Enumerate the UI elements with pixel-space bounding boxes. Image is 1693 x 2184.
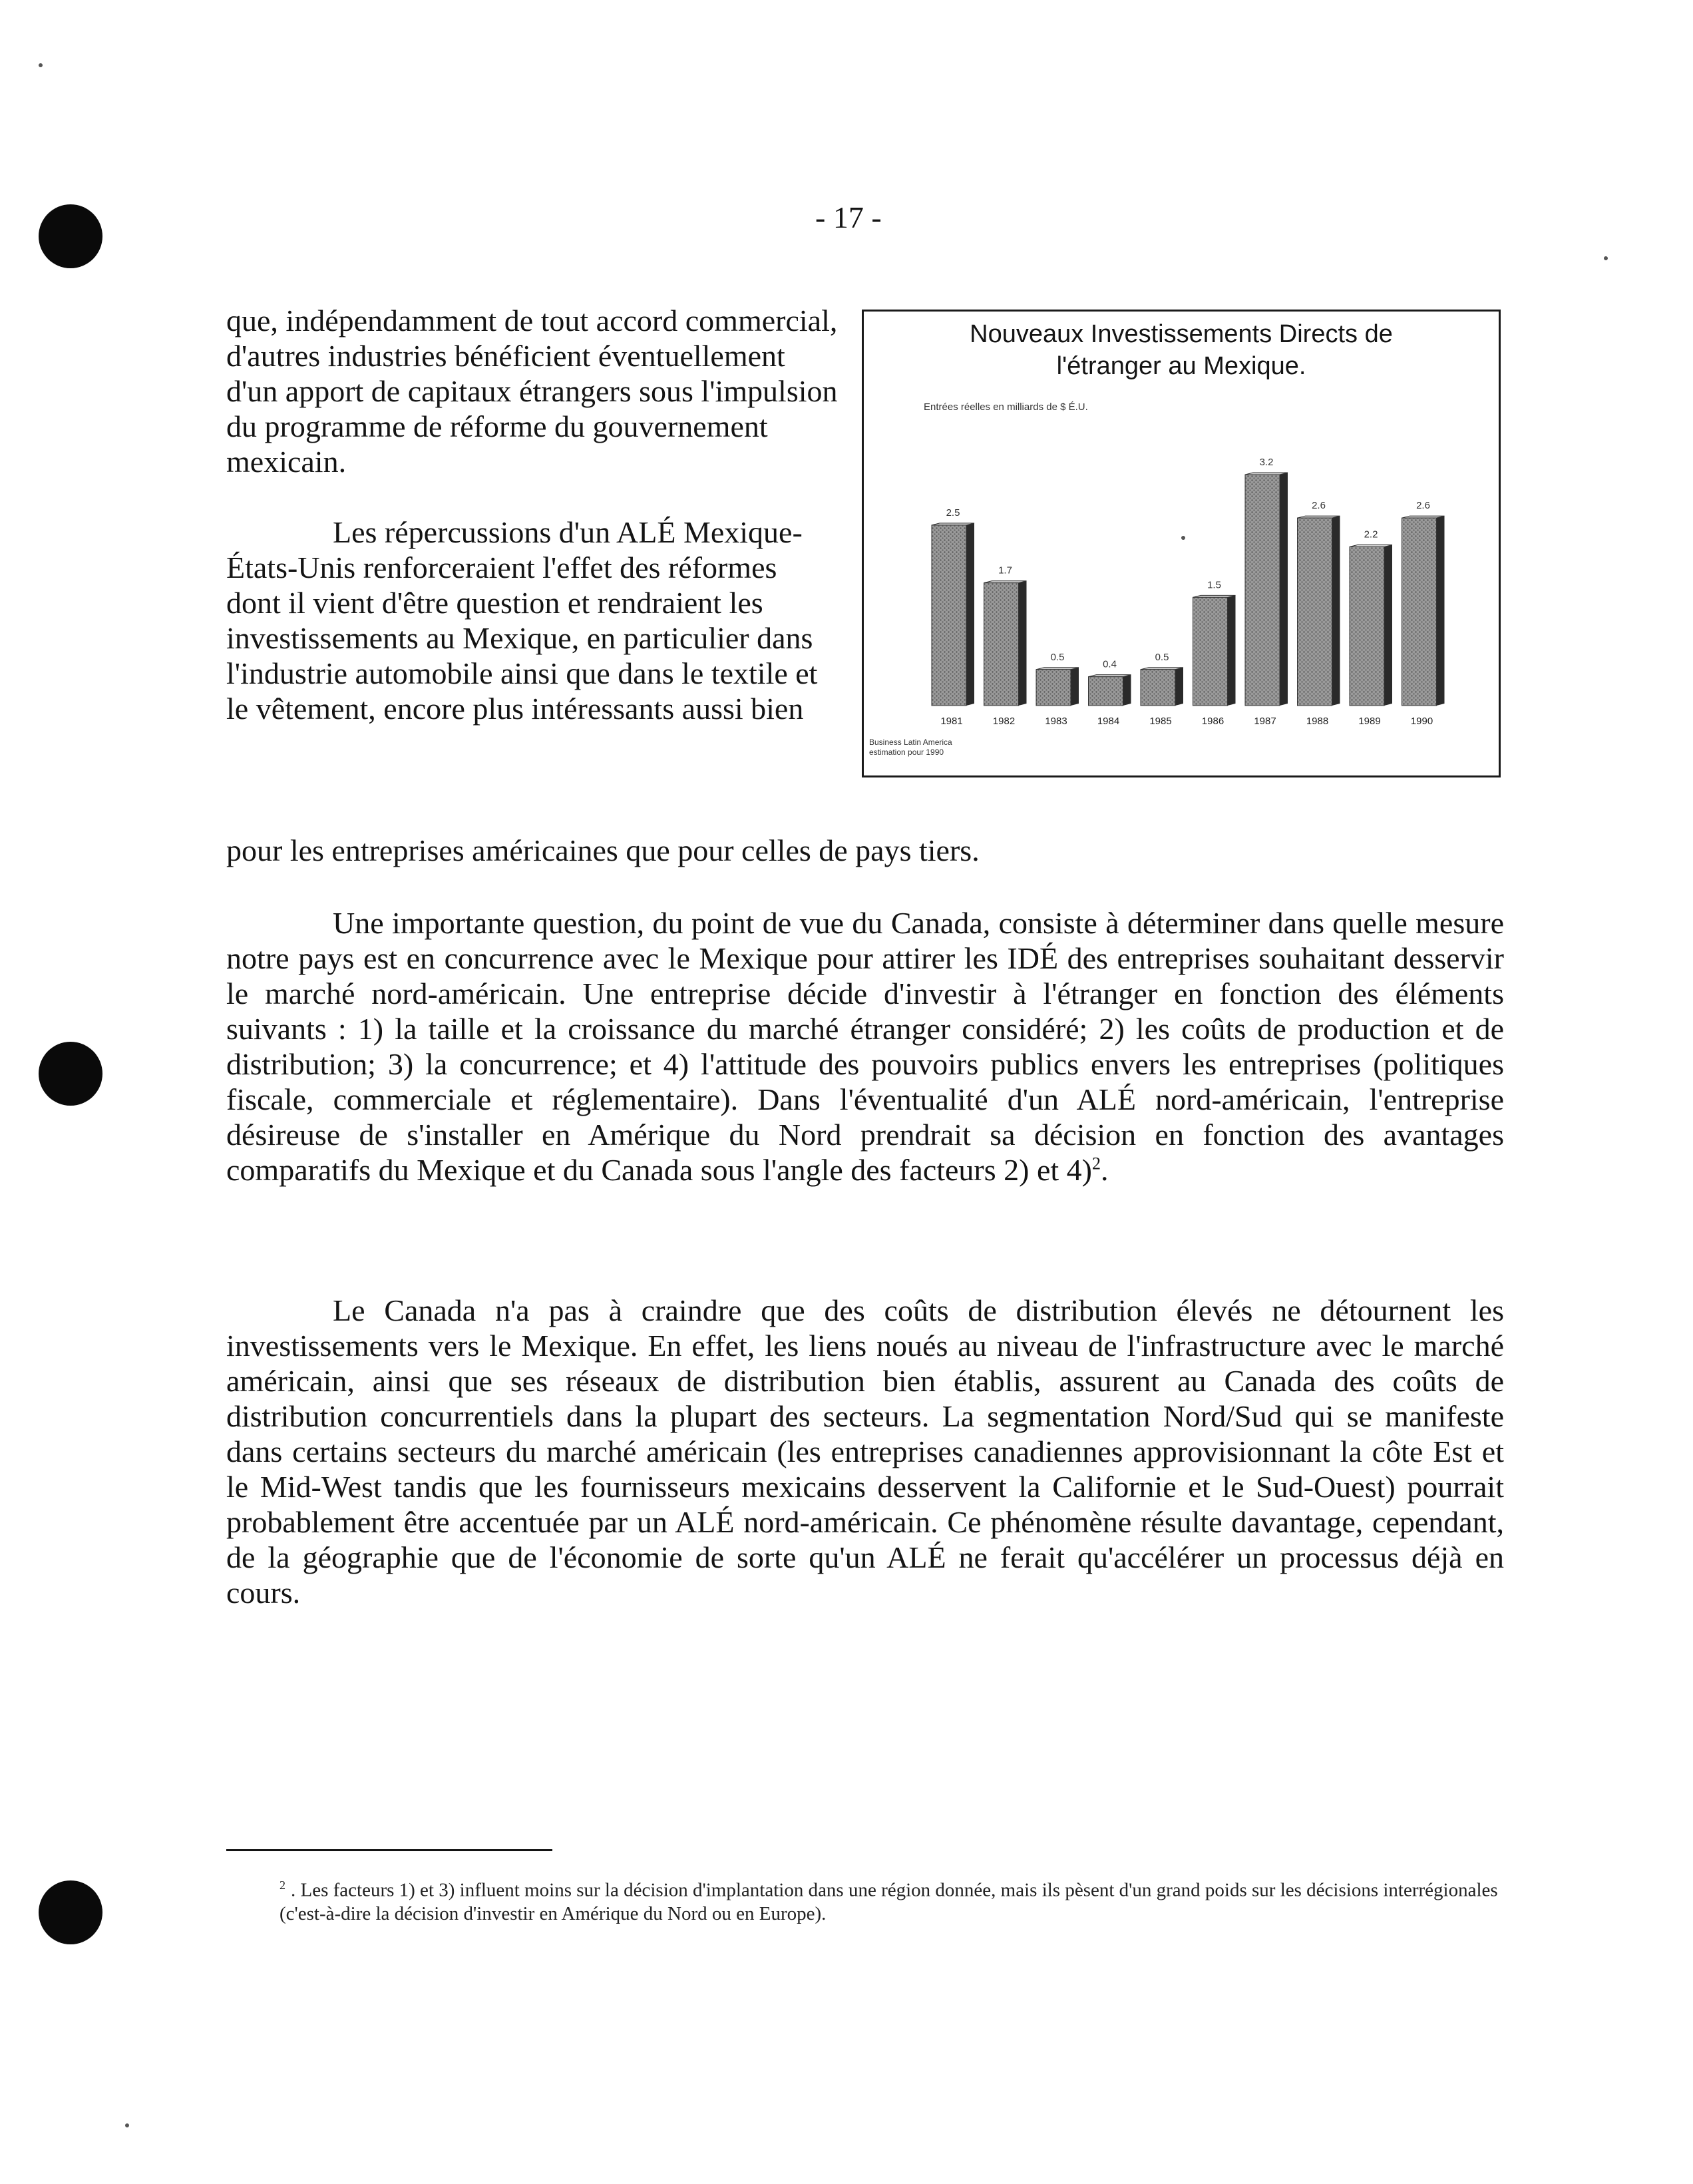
x-tick-label: 1990 [1410, 716, 1433, 727]
bar-value-label: 2.6 [1416, 500, 1430, 512]
bar-value-label: 0.5 [1050, 651, 1065, 663]
x-tick-label: 1987 [1254, 716, 1276, 727]
paragraph-ale-end: pour les entreprises américaines que pour celles de pays tiers. [226, 833, 980, 867]
footnote-rule [226, 1849, 552, 1851]
paragraph-competition-text: Une importante question, du point de vue du Canada, consiste à déterminer dans quelle mesure notre pays est en concurrence avec le Mexique pour attirer les IDÉ des entreprises souhaitant desservir le marché nord-américain. Une entreprise décide d'investir à l'étranger en fonction des éléments suivants : 1) la taille et la croissance du marché étranger considéré; 2) les coûts de production et de distribution; 3) la concurrence; et 4) l'attitude des pouvoirs publics envers les entreprises (politiques fiscale, commerciale et réglementaire). Dans l'éventualité d'un ALÉ nord-américain, l'entreprise désireuse de s'installer en Amérique du Nord prendrait sa décision en fonction des avantages comparatifs du Mexique et du Canada sous l'angle des facteurs 2) et 4) [226, 906, 1504, 1187]
bar-value-label: 1.7 [998, 564, 1012, 576]
bar-side [1228, 595, 1236, 706]
bar-side [1175, 668, 1183, 706]
bar [1298, 518, 1332, 706]
bar [1141, 670, 1175, 706]
paragraph-ale-start: Les répercussions d'un ALÉ Mexique-États-Unis renforceraient l'effet des réformes dont il vient d'être question et rendraient les investissements au Mexique, en particulier dans l'industrie automobile ainsi que dans le textile et le vêtement, encore plus intéressants aussi bien [226, 515, 818, 726]
footnote-text: . Les facteurs 1) et 3) influent moins sur la décision d'implantation dans une région donnée, mais ils pèsent d'un grand poids sur les décisions interrégionales (c'est-à-dire la décision d'investir en Amérique du Nord ou en Europe). [280, 1879, 1498, 1924]
x-tick-label: 1985 [1149, 716, 1172, 727]
bar-side [1071, 668, 1079, 706]
paragraph-distribution-text: Le Canada n'a pas à craindre que des coûts de distribution élevés ne détournent les investissements vers le Mexique. En effet, les liens noués au niveau de l'infrastructure avec le marché américain, ainsi que ses réseaux de distribution bien établis, assurent au Canada des coûts de distribution concurrentiels dans la plupart des secteurs. La segmentation Nord/Sud qui se manifeste dans certains secteurs du marché américain (les entreprises canadiennes approvisionnant la côte Est et le Mid-West tandis que les fournisseurs mexicains desservent la Californie et le Sud-Ouest) pourrait probablement être accentuée par un ALÉ nord-américain. Ce phénomène résulte davantage, cependant, de la géographie que de l'économie de sorte qu'un ALÉ ne ferait qu'accélérer un processus déjà en cours. [226, 1293, 1504, 1610]
bar-value-label: 1.5 [1207, 579, 1221, 591]
punch-hole-bottom [39, 1880, 102, 1944]
page-number: - 17 - [815, 200, 882, 234]
bar [1036, 670, 1071, 706]
chart-subtitle: Entrées réelles en milliards de $ É.U. [924, 401, 1088, 413]
x-tick-label: 1984 [1097, 716, 1120, 727]
bar-side [1384, 545, 1392, 706]
footnote-mark: 2 [280, 1878, 285, 1892]
paragraph-distribution [226, 1293, 1504, 1610]
left-column-text [226, 303, 839, 726]
bar-side [966, 523, 974, 706]
footnote-reference: 2 [1091, 1154, 1101, 1174]
fdi-bar-chart [862, 310, 1501, 777]
bar-side [1280, 473, 1288, 706]
bar-side [1437, 516, 1445, 706]
x-tick-label: 1982 [992, 716, 1016, 727]
bar-value-label: 2.6 [1312, 500, 1326, 512]
chart-title-line-2: l'étranger au Mexique. [1056, 352, 1306, 380]
x-tick-label: 1989 [1358, 716, 1381, 727]
bar [1193, 597, 1228, 706]
bar-side [1332, 516, 1340, 706]
chart-plot [864, 312, 1499, 775]
bar-value-label: 2.2 [1364, 529, 1378, 541]
footnote [280, 1874, 1504, 1926]
paragraph-competition [226, 905, 1504, 1188]
bar [1350, 546, 1384, 706]
bar [932, 525, 966, 706]
bar-side [1019, 581, 1027, 706]
chart-title-line-1: Nouveaux Investissements Directs de [970, 320, 1393, 348]
x-tick-label: 1981 [940, 716, 963, 727]
bar-side [1123, 675, 1131, 706]
bar [984, 583, 1019, 706]
scan-speck [125, 2123, 129, 2127]
scan-speck [39, 63, 43, 67]
scan-speck [1604, 256, 1608, 260]
bar [1089, 677, 1123, 706]
bar-value-label: 0.5 [1155, 651, 1169, 663]
chart-source [869, 738, 1016, 758]
paragraph-continuation: que, indépendamment de tout accord commercial, d'autres industries bénéficient éventuellement d'un apport de capitaux étrangers sous l'impulsion du programme de réforme du gouvernement mexicain. [226, 304, 838, 479]
bar-value-label: 0.4 [1103, 658, 1117, 670]
x-tick-label: 1983 [1045, 716, 1067, 727]
chart-source-line-1: Business Latin America [869, 738, 952, 747]
x-tick-label: 1986 [1201, 716, 1224, 727]
paragraph-competition-end: . [1100, 1153, 1109, 1187]
bar [1402, 518, 1437, 706]
x-tick-label: 1988 [1306, 716, 1329, 727]
bar [1245, 475, 1280, 706]
chart-source-line-2: estimation pour 1990 [869, 748, 944, 757]
bar-value-label: 2.5 [946, 507, 960, 519]
punch-hole-middle [39, 1042, 102, 1106]
punch-hole-top [39, 204, 102, 268]
bar-value-label: 3.2 [1259, 457, 1274, 468]
